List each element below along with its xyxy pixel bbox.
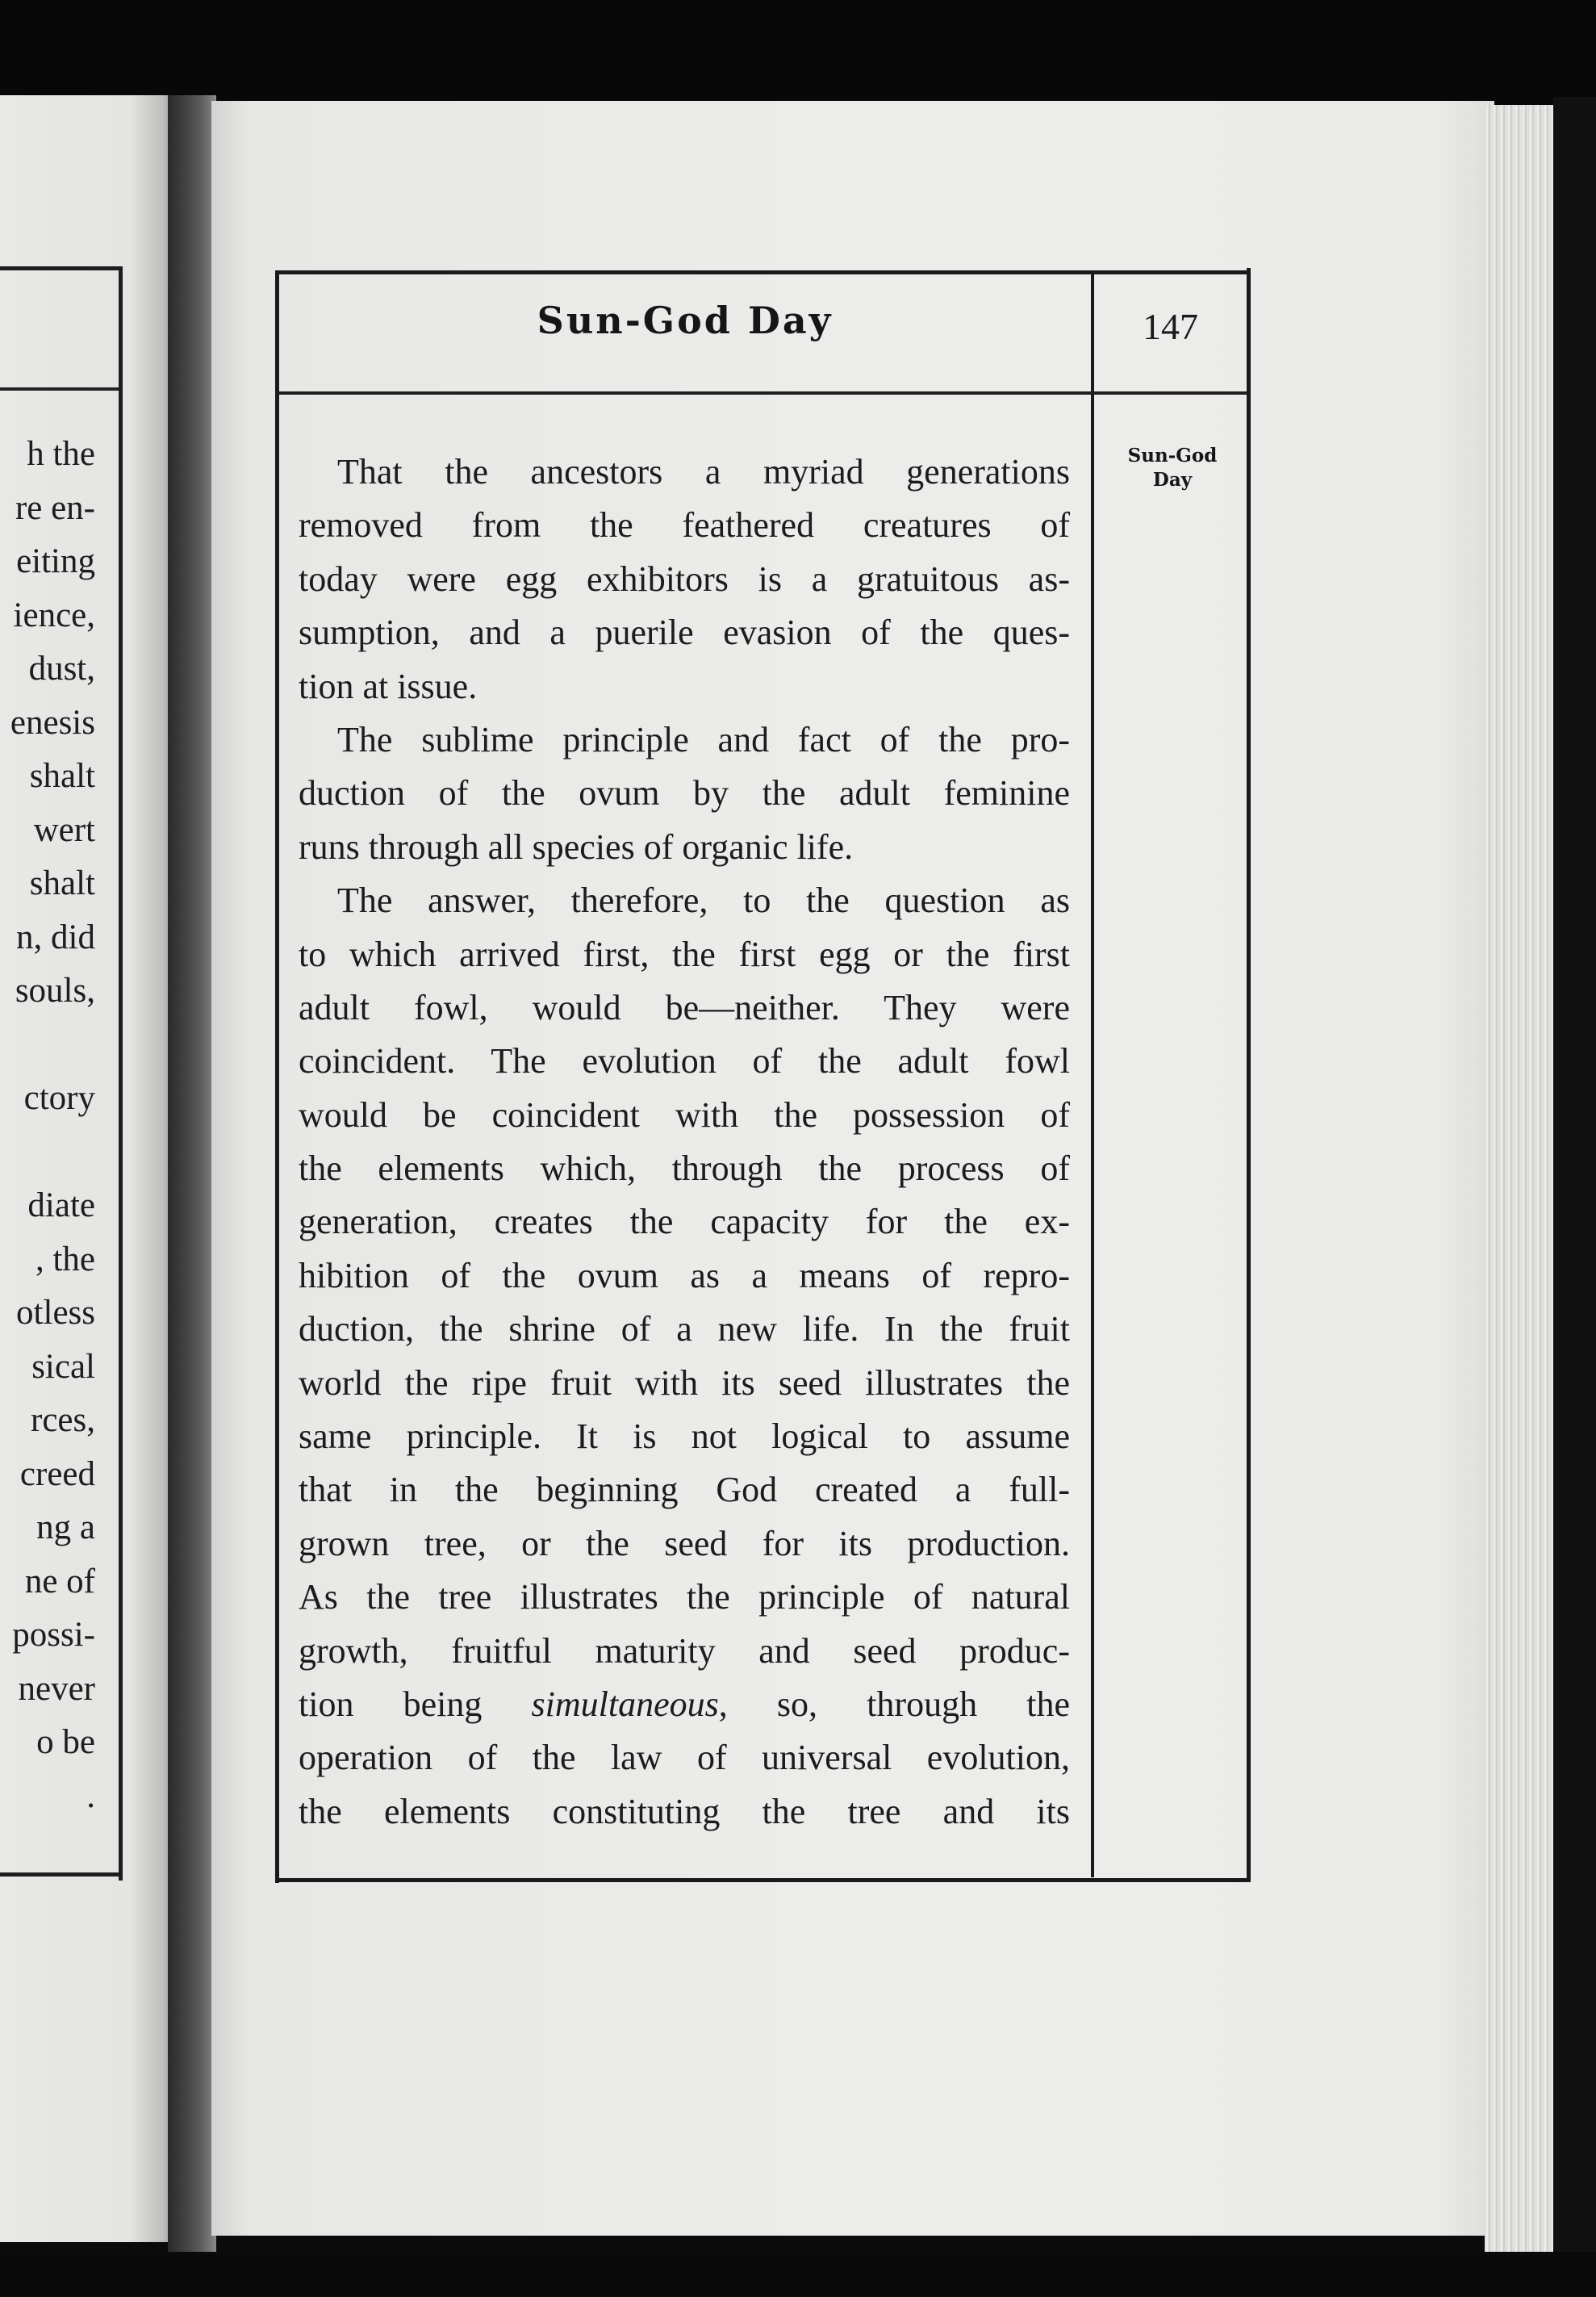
margin-note	[1104, 444, 1241, 492]
facing-page-line: ctory	[23, 1079, 95, 1117]
text-line: would be coincident with the possession of	[299, 1094, 1070, 1135]
facing-page-line: re en-	[15, 488, 95, 527]
text-line: As the tree illustrates the principle of natural	[299, 1577, 1070, 1617]
frame-right-rule	[1247, 268, 1251, 1882]
facing-page-line: enesis	[10, 703, 95, 742]
text-line: tion at issue.	[299, 666, 478, 706]
text-line: world the ripe fruit with its seed illustrates the	[299, 1362, 1070, 1403]
text-line: The answer, therefore, to the question as	[337, 881, 1070, 921]
text-line: operation of the law of universal evolution,	[299, 1738, 1070, 1778]
text-run: tion being	[299, 1684, 532, 1724]
facing-page-line: .	[86, 1776, 95, 1815]
paragraph	[299, 874, 1070, 1839]
facing-page-line: n, did	[16, 918, 95, 956]
margin-note-line: Sun-God	[1127, 445, 1218, 467]
scan-background-bottom	[0, 2252, 1596, 2297]
facing-page-line: possi-	[12, 1616, 95, 1654]
facing-page-line: , the	[35, 1240, 95, 1278]
facing-page-line: otless	[16, 1294, 95, 1332]
text-line	[299, 1678, 1070, 1731]
text-line: duction of the ovum by the adult feminine	[299, 773, 1070, 814]
facing-page-frame-right	[119, 266, 123, 1881]
text-run: , so, through the	[718, 1684, 1070, 1724]
facing-page-frame-top	[0, 266, 123, 270]
text-line: today were egg exhibitors is a gratuitous as-	[299, 559, 1070, 599]
facing-page-line: dust,	[28, 650, 95, 688]
facing-page-line: eiting	[16, 542, 95, 580]
facing-page-line: diate	[27, 1186, 95, 1224]
facing-page-text	[0, 428, 95, 1823]
text-line: That the ancestors a myriad generations	[337, 452, 1070, 492]
facing-page-line: souls,	[15, 972, 95, 1010]
text-line: same principle. It is not logical to assume	[299, 1416, 1070, 1457]
text-line: that in the beginning God created a full-	[299, 1470, 1070, 1510]
running-head: Sun-God Day	[537, 299, 834, 342]
frame-top-rule	[275, 270, 1251, 274]
facing-page-line: shalt	[29, 757, 95, 795]
text-line: the elements which, through the process of	[299, 1148, 1070, 1189]
paragraph	[299, 446, 1070, 713]
facing-page-line	[0, 1019, 95, 1073]
facing-page-line: creed	[19, 1454, 95, 1493]
facing-page-line: o be	[36, 1723, 95, 1761]
page-number: 147	[1143, 306, 1198, 347]
text-line: coincident. The evolution of the adult fowl	[299, 1041, 1070, 1082]
facing-page-frame-bottom	[0, 1872, 123, 1877]
header-rule	[275, 391, 1251, 395]
frame-left-rule	[275, 270, 279, 1883]
scan-background-right	[1553, 97, 1596, 2297]
frame-bottom-rule	[275, 1878, 1251, 1882]
facing-page-line: ng a	[36, 1508, 95, 1546]
paragraph	[299, 713, 1070, 874]
text-line: runs through all species of organic life.	[299, 826, 854, 867]
margin-note-line: Day	[1152, 469, 1193, 491]
text-line: duction, the shrine of a new life. In the fruit	[299, 1309, 1070, 1349]
text-line: The sublime principle and fact of the pro-	[337, 719, 1070, 759]
text-line: grown tree, or the seed for its production.	[299, 1523, 1070, 1563]
emphasized-word: simultaneous	[531, 1684, 719, 1724]
facing-page-line: never	[18, 1669, 95, 1708]
facing-page-line	[0, 1126, 95, 1180]
margin-column-rule	[1091, 271, 1094, 1877]
text-line: generation, creates the capacity for the ex-	[299, 1202, 1070, 1242]
book-gutter	[168, 95, 216, 2274]
facing-page-line: ne of	[24, 1562, 95, 1600]
text-line: sumption, and a puerile evasion of the ques-	[299, 613, 1070, 653]
facing-page-line: rces,	[31, 1401, 95, 1439]
text-line: the elements constituting the tree and its	[299, 1791, 1070, 1831]
facing-page-line: wert	[33, 810, 95, 849]
facing-page-line: shalt	[29, 864, 95, 902]
facing-page-line: sical	[31, 1347, 95, 1386]
facing-page-header-rule	[0, 387, 123, 391]
text-line: growth, fruitful maturity and seed produc-	[299, 1630, 1070, 1671]
body-text	[299, 446, 1070, 1839]
text-line: to which arrived first, the first egg or the first	[299, 934, 1070, 974]
facing-page-line: h the	[27, 435, 95, 473]
text-line: adult fowl, would be—neither. They were	[299, 987, 1070, 1027]
text-line: removed from the feathered creatures of	[299, 505, 1070, 546]
facing-page-line: ience,	[13, 596, 95, 634]
text-line: hibition of the ovum as a means of repro-	[299, 1255, 1070, 1295]
